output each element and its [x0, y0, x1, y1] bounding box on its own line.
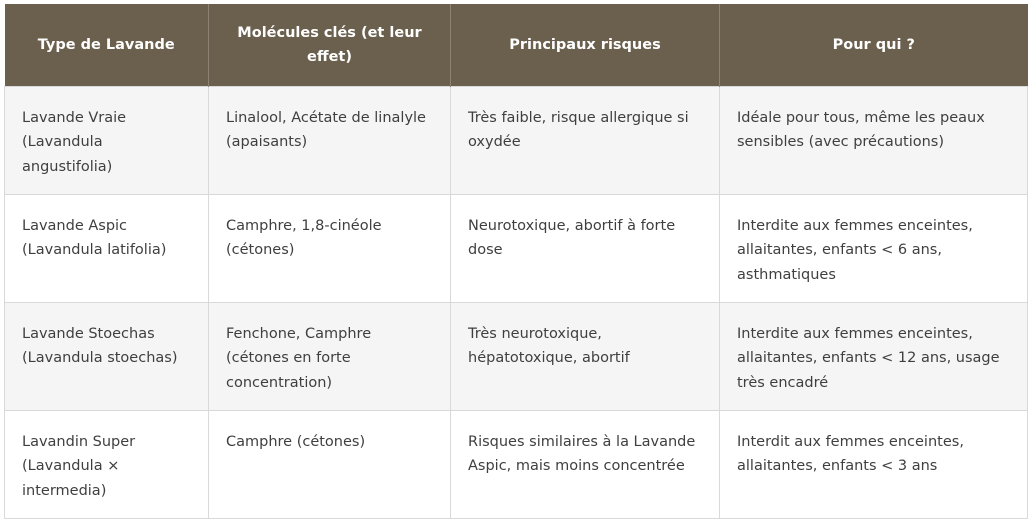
cell-for-whom: Interdite aux femmes enceintes, allaitantes, enfants < 12 ans, usage très encadré [720, 302, 1028, 410]
cell-for-whom: Interdit aux femmes enceintes, allaitantes, enfants < 3 ans [720, 410, 1028, 518]
header-molecules: Molécules clés (et leur effet) [209, 4, 451, 86]
cell-risks: Très faible, risque allergique si oxydée [451, 86, 720, 194]
table-row [5, 302, 1028, 410]
header-for-whom: Pour qui ? [720, 4, 1028, 86]
cell-risks: Risques similaires à la Lavande Aspic, mais moins concentrée [451, 410, 720, 518]
cell-for-whom: Interdite aux femmes enceintes, allaitantes, enfants < 6 ans, asthmatiques [720, 194, 1028, 302]
cell-risks: Neurotoxique, abortif à forte dose [451, 194, 720, 302]
header-type: Type de Lavande [5, 4, 209, 86]
cell-molecules: Fenchone, Camphre (cétones en forte concentration) [209, 302, 451, 410]
cell-molecules: Linalool, Acétate de linalyle (apaisants) [209, 86, 451, 194]
lavender-comparison-table [4, 4, 1028, 519]
table-header [5, 4, 1028, 86]
cell-for-whom: Idéale pour tous, même les peaux sensibles (avec précautions) [720, 86, 1028, 194]
table-row [5, 410, 1028, 518]
cell-type: Lavande Vraie (Lavandula angustifolia) [5, 86, 209, 194]
cell-type: Lavande Aspic (Lavandula latifolia) [5, 194, 209, 302]
cell-type: Lavande Stoechas (Lavandula stoechas) [5, 302, 209, 410]
cell-type: Lavandin Super (Lavandula × intermedia) [5, 410, 209, 518]
cell-molecules: Camphre, 1,8-cinéole (cétones) [209, 194, 451, 302]
header-row [5, 4, 1028, 86]
header-risks: Principaux risques [451, 4, 720, 86]
table-row [5, 86, 1028, 194]
cell-molecules: Camphre (cétones) [209, 410, 451, 518]
cell-risks: Très neurotoxique, hépatotoxique, abortif [451, 302, 720, 410]
table-row [5, 194, 1028, 302]
table-body [5, 86, 1028, 518]
